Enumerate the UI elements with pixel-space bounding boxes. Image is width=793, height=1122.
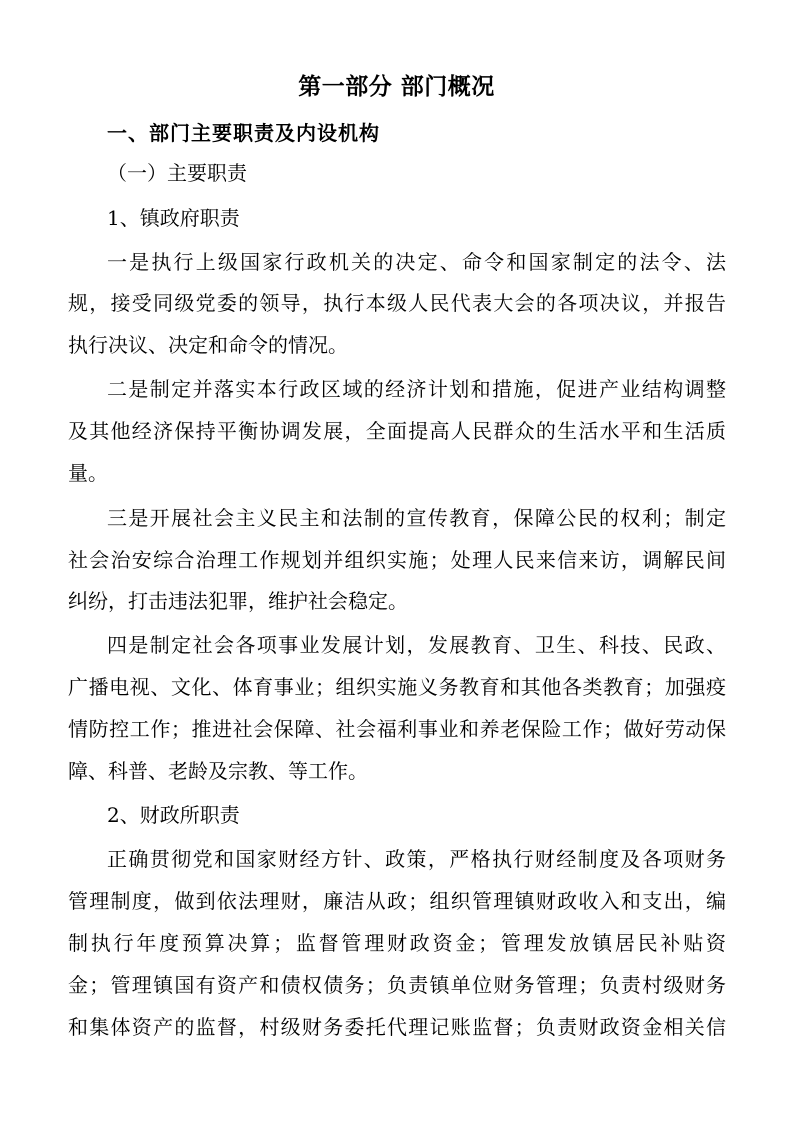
para4-line: 四是制定社会各项事业发展计划，发展教育、卫生、科技、民政、: [107, 633, 726, 657]
para4-line: 广播电视、文化、体育事业；组织实施义务教育和其他各类教育；加强疫: [68, 675, 726, 699]
para3-line: 三是开展社会主义民主和法制的宣传教育，保障公民的权利；制定: [107, 506, 726, 530]
para4-line: 障、科普、老龄及宗教、等工作。: [68, 759, 368, 783]
para1-line: 规，接受同级党委的领导，执行本级人民代表大会的各项决议，并报告: [68, 291, 726, 315]
para3-line: 社会治安综合治理工作规划并组织实施；处理人民来信来访，调解民间: [68, 548, 726, 572]
para4-line: 情防控工作；推进社会保障、社会福利事业和养老保险工作；做好劳动保: [68, 717, 726, 741]
para1-line: 一是执行上级国家行政机关的决定、命令和国家制定的法令、法: [107, 250, 726, 274]
para5-line: 制执行年度预算决算；监督管理财政资金；管理发放镇居民补贴资: [68, 931, 726, 955]
section-heading: 一、部门主要职责及内设机构: [107, 121, 380, 145]
para5-line: 正确贯彻党和国家财经方针、政策，严格执行财经制度及各项财务: [107, 847, 726, 871]
subheading: （一）主要职责: [107, 161, 247, 185]
page-title: 第一部分 部门概况: [298, 74, 495, 100]
para1-line: 执行决议、决定和命令的情况。: [68, 333, 348, 357]
para2-line: 二是制定并落实本行政区域的经济计划和措施，促进产业结构调整: [107, 377, 726, 401]
para2-line: 及其他经济保持平衡协调发展，全面提高人民群众的生活水平和生活质: [68, 419, 726, 443]
para5-line: 管理制度，做到依法理财，廉洁从政；组织管理镇财政收入和支出，编: [68, 889, 726, 913]
para2-line: 量。: [68, 461, 108, 485]
para3-line: 纠纷，打击违法犯罪，维护社会稳定。: [68, 589, 408, 613]
para5-line: 金；管理镇国有资产和债权债务；负责镇单位财务管理；负责村级财务: [68, 973, 726, 997]
item2-heading: 2、财政所职责: [107, 803, 240, 827]
para5-line: 和集体资产的监督，村级财务委托代理记账监督；负责财政资金相关信: [68, 1015, 726, 1039]
item1-heading: 1、镇政府职责: [107, 206, 240, 230]
